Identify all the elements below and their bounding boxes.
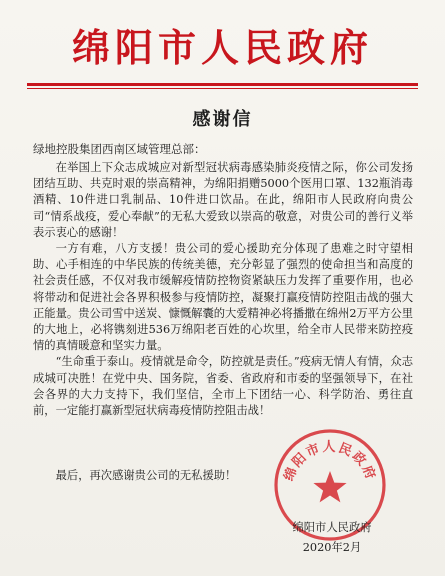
document-title: 感谢信	[192, 109, 253, 130]
letterhead-rule-thin	[27, 88, 418, 89]
body-paragraph-1: 在举国上下众志成城应对新型冠状病毒感染肺炎疫情之际，你公司发扬团结互助、共克时艰的崇高精神，为绵阳捐赠5000个医用口罩、132瓶消毒酒精、10件进口乳制品、10件进口饮品。在此，绵阳市人民政府向贵公司“情系战疫，爱心奉献”的无私大爱致以崇高的敬意，对贵公司的善行义举表示衷心的感谢！	[33, 161, 413, 239]
body-paragraph-3: “生命重于泰山。疫情就是命令，防控就是责任。”疫病无情人有情，众志成城可决胜！在党中央、国务院，省委、省政府和市委的坚强领导下，在社会各界的大力支持下，我们坚信，全市上下团结一心、科学防治、勇往直前，一定能打赢新型冠状病毒疫情防控阻击战！	[33, 355, 413, 418]
body-paragraph-2: 一方有难，八方支援！贵公司的爱心援助充分体现了患难之时守望相助、心手相连的中华民族的传统美德，充分彰显了强烈的使命担当和高度的社会责任感，不仅对我市缓解疫情防控物资紧缺压力发挥了重要作用，也必将带动和促进社会各界积极参与疫情防控，凝聚打赢疫情防控阻击战的强大正能量。贵公司雪中送炭、慷慨解囊的大爱精神必将播撒在绵州2万平方公里的大地上，必将镌刻进536万绵阳老百姓的心坎里，给全市人民带来防控疫情的真情暖意和坚实力量。	[33, 242, 413, 353]
letter-body	[33, 160, 413, 419]
salutation: 绿地控股集团西南区域管理总部：	[33, 142, 206, 156]
seal-star-icon	[313, 471, 346, 502]
signer-name: 绵阳市人民政府	[292, 521, 372, 534]
letterhead-title: 绵阳市人民政府	[71, 26, 373, 70]
svg-text:绵阳市人民政府: 绵阳市人民政府	[281, 439, 379, 484]
signing-date: 2020年2月	[302, 541, 362, 554]
closing-line: 最后，再次感谢贵公司的无私援助！	[55, 469, 237, 482]
letterhead-rule-thick	[27, 83, 418, 86]
